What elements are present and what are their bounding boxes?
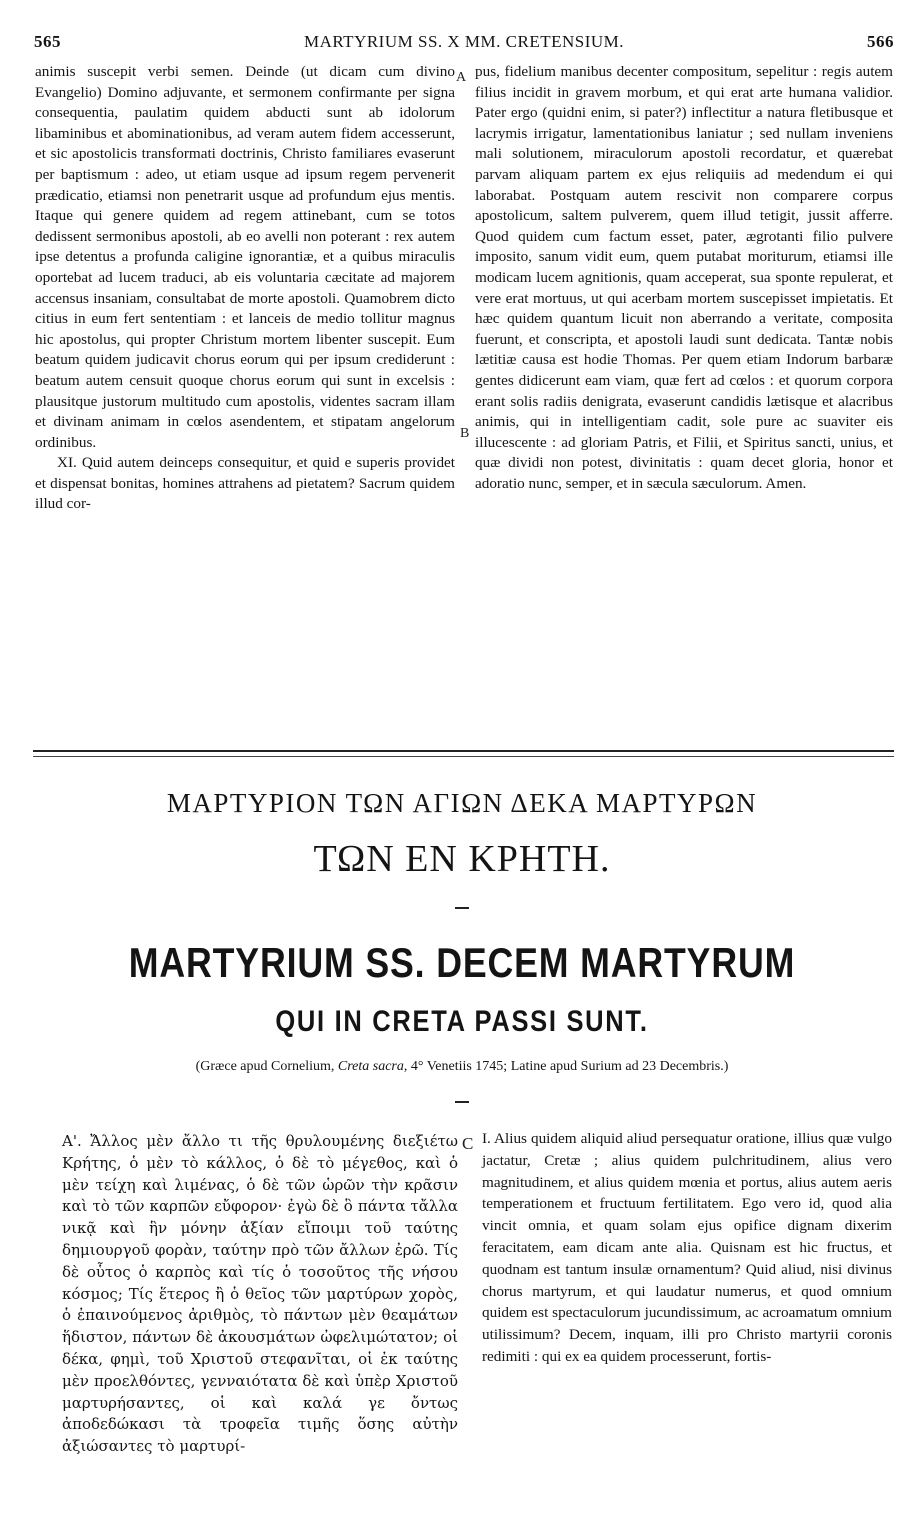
running-title: MARTYRIUM SS. X MM. CRETENSIUM.: [303, 32, 625, 51]
greek-paragraph-1: Α'. Ἄλλος μὲν ἄλλο τι τῆς θρυλουμένης διεξιέτω Κρήτης, ὁ μὲν τὸ κάλλος, ὁ δὲ τὸ μέγεθος, καὶ ὁ μὲν τείχη καὶ λιμένας, ὁ δὲ τῶν ὡρῶν τὴν κρᾶσιν καὶ τὸ τῶν καρπῶν εὔφορον· ἐγὼ δὲ ὃ πάντα τἄλλα νικᾷ καὶ ἣν μόνην ἀξίαν εἴποιμι τοῦ ταύτης δημιουργοῦ φορὰν, ταύτην πρὸ τῶν ἄλλων ἐρῶ. Τίς δὲ οὗτος ὁ καρπὸς καὶ τίς ὁ τοσοῦτος τῆς νήσου κόσμος; Τίς ἕτερος ἢ ὁ θεῖος τῶν μαρτύρων χορὸς, ὁ ἐπαινούμενος ἀριθμὸς, τὸ πάντων μὲν θεαμάτων ἥδιστον, πάντων δὲ ἀκουσμάτων ὠφελιμώτατον; οἱ δέκα, φημὶ, τοῦ Χριστοῦ στεφανῖται, οἱ ἐκ ταύτης μὲν προελθόντες, γενναιότατα δὲ καὶ ὑπὲρ Χριστοῦ μαρτυρήσαντες, οἱ καὶ καλά γε ὄντως ἀποδεδώκασι τὰ τροφεῖα τιμῆς ὅσης αὐτὴν ἀξιώσαντες τὸ μαρτυρί-: [62, 1132, 458, 1456]
section-divider: [33, 750, 894, 757]
top-left-paragraph-1: animis suscepit verbi semen. Deinde (ut dicam cum divino Evangelio) Domino adjuvante, et sermonem confirmante per signa consequentia, paulatim quidem abducti sunt ab idolorum libaminibus et abominationibus, ad veram autem fidem accesserunt, et sic apostolicis transformati doctrinis, Christo familiares evaserunt per baptismum : adeo, ut etiam usque ad ipsum regem pervenerit prædicatio, etiamsi non penetrarit usque ad profundum ejus mentis. Itaque qui genere quidem ad regem attinebant, cum se totos dedissent sermonibus apostoli, ab eo avelli non poterant : rex autem ipse detentus a profunda caligine ignorantiæ, et a quibus miraculis oportebat ad lucem traduci, ab eis voluntaria cæcitate ad majorem accensus insaniam, consultabat de morte apostoli. Quamobrem dicto citius in eum fert sententiam : et lanceis de medio tollitur magnus hic apostolus, qui propter Christum mortem libenter suscepit. Eum beatum quidem judicavit chorus eorum qui per ipsum crediderunt : beatum autem censuit quoque chorus eorum qui sunt in excelsis : plausitque justorum multitudo cum apostolis, videntes sacram illam et divinam animam in cœlos asendentem, et stipatam angelorum ordinibus.: [35, 63, 455, 451]
latin-text-column: [482, 1128, 892, 1368]
page-number-right: 566: [867, 32, 894, 51]
top-right-column: [475, 62, 893, 494]
greek-text-column: [62, 1131, 458, 1458]
page-number-left: 565: [34, 32, 61, 51]
source-note: [0, 1059, 924, 1075]
margin-letter-a: A: [456, 70, 467, 85]
source-note-part-2: , 4° Venetiis 1745; Latine apud Surium ad 23 Decembris.): [403, 1059, 729, 1074]
note-separator: [455, 1101, 469, 1103]
latin-title-line-2: QUI IN CRETA PASSI SUNT.: [275, 1005, 649, 1038]
title-separator: [455, 907, 469, 909]
latin-paragraph-1: I. Alius quidem aliquid aliud persequatur oratione, illius quæ vulgo jactatur, Cretæ ; alius quidem pulchritudinem, alius vero magnitudinem, et alius quidem mœnia et portus, alius autem aeris temperationem et fructuum fertilitatem. Ego vero id, quod alia vincit omnia, et quam solam ejus opifice dignam dixerim feracitatem, eam dicam ante alia. Quisnam est hic fructus, et quodnam est tantum insulæ ornamentum? Quid aliud, nisi divinus chorus martyrum, et qui laudatur numerus, et quod omnium quidem est spectaculorum jucundissimum, ac acroamatum omnium utilissimum? Decem, inquam, illi pro Christo martyrii coronis redimiti : qui ex ea quidem processerunt, fortis-: [482, 1130, 892, 1365]
source-note-part-1: (Græce apud Cornelium,: [195, 1059, 338, 1074]
margin-letter-b: B: [460, 426, 470, 441]
margin-letter-c: C: [462, 1134, 474, 1153]
greek-title-line-1: ΜΑΡΤΥΡΙΟΝ ΤΩΝ ΑΓΙΩΝ ΔΕΚΑ ΜΑΡΤΥΡΩΝ: [166, 788, 758, 818]
latin-title-line-1: MARTYRIUM SS. DECEM MARTYRUM: [128, 939, 796, 986]
greek-title-line-2: ΤΩΝ ΕΝ ΚΡΗΤΗ.: [313, 838, 611, 880]
top-left-paragraph-2: XI. Quid autem deinceps consequitur, et quid e superis providet et dispensat bonitas, homines attrahens ad pietatem? Sacrum quidem illud cor-: [35, 454, 455, 513]
page-header: [34, 32, 894, 56]
top-left-column: [35, 62, 455, 515]
article-title-block: [0, 780, 924, 1103]
source-note-work-title: Creta sacra: [337, 1059, 404, 1074]
top-right-paragraph-1: pus, fidelium manibus decenter compositum, sepelitur : regis autem filius incidit in gravem morbum, et qui erat arte humana validior. Pater ergo (quidni enim, si pater?) inflectitur a natura fletibusque et lacrymis irrigatur, lamentationibus laniatur ; sed nullam inveniens mali solutionem, miraculorum apostoli recordatur, et quærebat parvam aliquam partem ex ejus reliquiis ad medendum ei qui laborabat. Postquam autem rescivit non comparere corpus apostolicum, saltem pulverem, quem illud tetigit, jussit afferre. Quod quidem cum factum esset, pater, ægrotanti filio pulvere imposito, sanum vidit eum, quem putabat moriturum, etiamsi ille modicam lucem agnitionis, quam acceperat, sua sponte repulerat, et vere erat mortuus, ut qui acerbam mortem suscepisset impietatis. Et hæc quidem quantum licuit non aberrando a veritate, composita fuerunt, et conscripta, et apostoli laudi sunt dedicata. Tantæ nobis lætitiæ causa est hodie Thomas. Per quem etiam Indorum barbaræ gentes didicerunt eam viam, quæ fert ad cœlos : et quorum corpora erant solis radiis denigrata, evaserunt candidis lætisque et alacribus animis, qui in intelligentiam cadit, sole pure ac suaviter eis illucescente : ad gloriam Patris, et Filii, et Spiritus sancti, unius, et quæ dividi non potest, divinitatis : quam decet gloria, honor et adoratio nunc, semper, et in sæcula sæculorum. Amen.: [475, 63, 893, 492]
